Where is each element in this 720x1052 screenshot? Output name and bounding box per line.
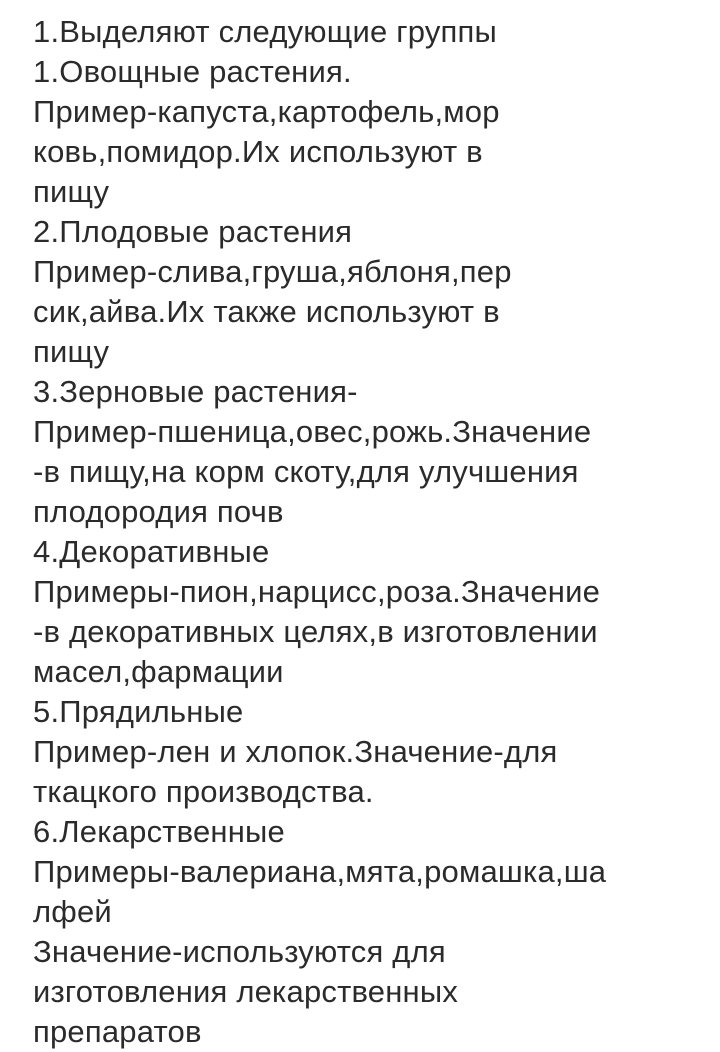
- group-4-text-line: Примеры-пион,нарцисс,роза.Значение: [33, 574, 601, 609]
- group-3-title: 3.Зерновые растения-: [33, 374, 358, 409]
- group-6-text-line: изготовления лекарственных: [33, 974, 459, 1009]
- group-1-text-line: пищу: [33, 174, 110, 209]
- group-2-text-line: пищу: [33, 334, 110, 369]
- group-4-title: 4.Декоративные: [33, 534, 270, 569]
- group-6-text-line: Примеры-валериана,мята,ромашка,ша: [33, 854, 607, 889]
- group-1-title: 1.Овощные растения.: [33, 54, 352, 89]
- document-text: [33, 12, 712, 1052]
- group-3-text-line: Пример-пшеница,овес,рожь.Значение: [33, 414, 592, 449]
- group-2-title: 2.Плодовые растения: [33, 214, 353, 249]
- group-1-text-line: Пример-капуста,картофель,мор: [33, 94, 500, 129]
- group-5-text-line: ткацкого производства.: [33, 774, 374, 809]
- group-2-text-line: сик,айва.Их также используют в: [33, 294, 500, 329]
- group-1-text-line: ковь,помидор.Их используют в: [33, 134, 483, 169]
- group-2-text-line: Пример-слива,груша,яблоня,пер: [33, 254, 512, 289]
- group-4-text-line: масел,фармации: [33, 654, 284, 689]
- group-6-title: 6.Лекарственные: [33, 814, 285, 849]
- group-6-text-line: лфей: [33, 894, 112, 929]
- group-3-text-line: плодородия почв: [33, 494, 284, 529]
- group-5-text-line: Пример-лен и хлопок.Значение-для: [33, 734, 558, 769]
- group-3-text-line: -в пищу,на корм скоту,для улучшения: [33, 454, 579, 489]
- group-4-text-line: -в декоративных целях,в изготовлении: [33, 614, 598, 649]
- group-6-text-line: Значение-используются для: [33, 934, 446, 969]
- heading-line: 1.Выделяют следующие группы: [33, 14, 497, 49]
- group-5-title: 5.Прядильные: [33, 694, 244, 729]
- group-6-text-line: препаратов: [33, 1014, 202, 1049]
